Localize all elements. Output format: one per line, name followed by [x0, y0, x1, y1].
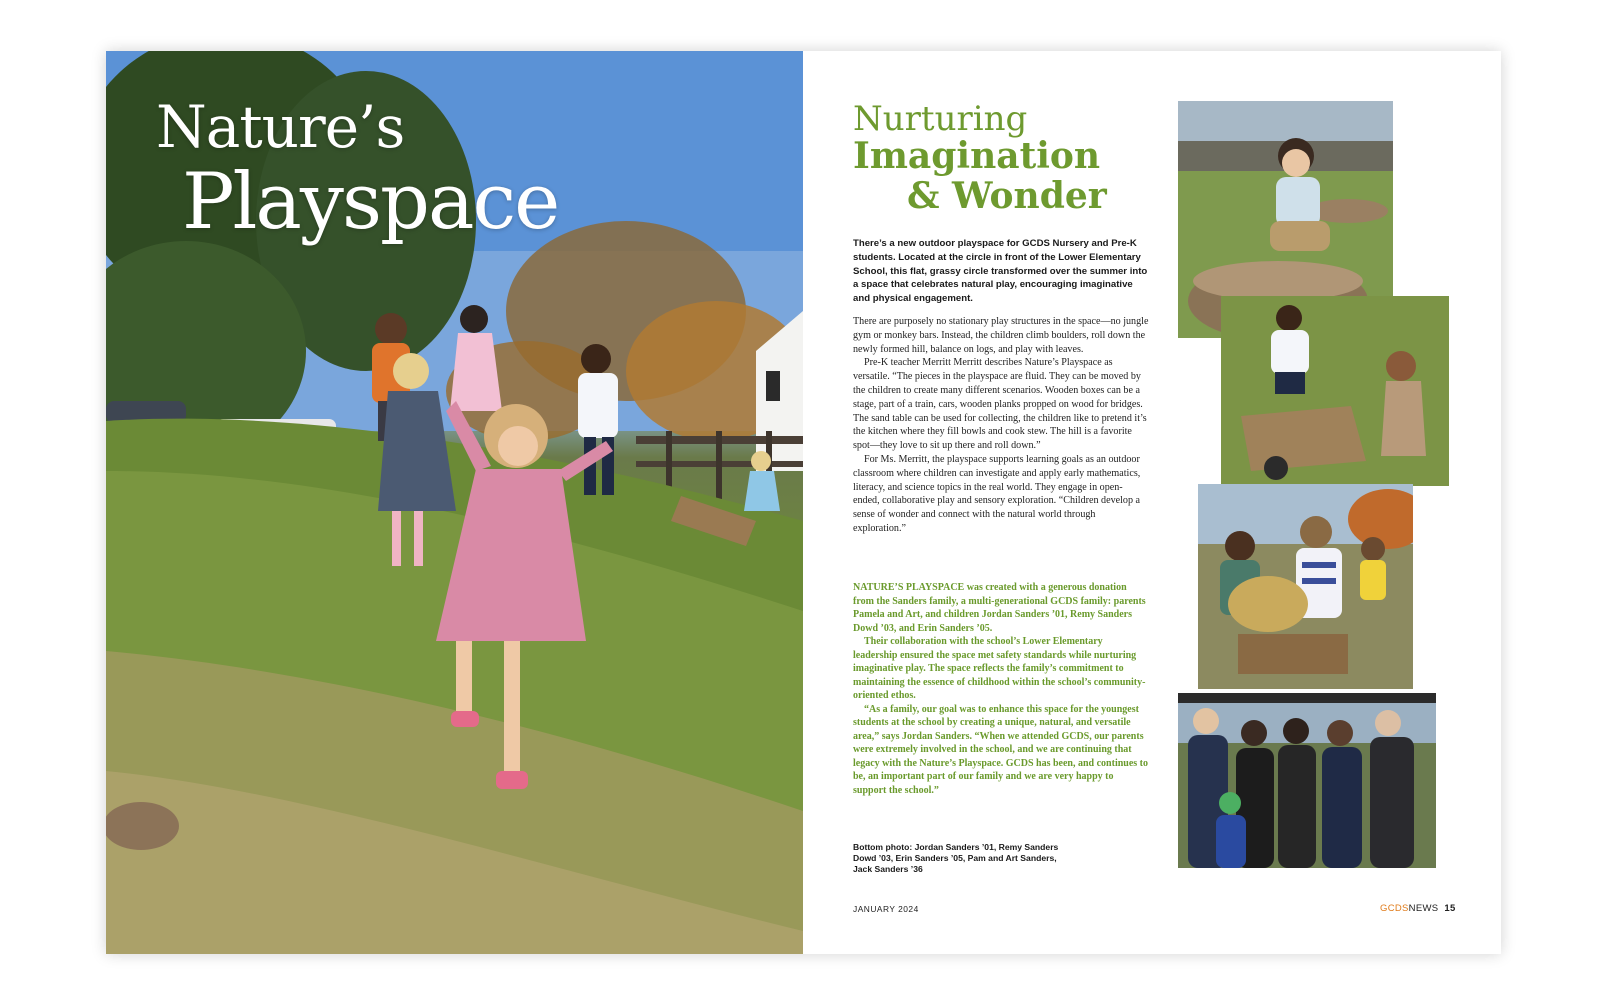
- photo-children-hay-box: [1198, 484, 1413, 689]
- photo-caption: Bottom photo: Jordan Sanders ’01, Remy Sanders Dowd ’03, Erin Sanders ’05, Pam and Art Sanders, Jack Sanders ’36: [853, 842, 1059, 874]
- body-paragraph-1: There are purposely no stationary play structures in the space—no jungle gym or monkey bars. Instead, the children climb boulders, roll down the newly formed hill, balance on logs, and play with leaves.: [853, 316, 1149, 355]
- footer-brand-news: NEWS: [1408, 903, 1439, 914]
- photo-children-wheelbarrow: [1221, 296, 1449, 486]
- left-page-hero-photo: [106, 51, 803, 954]
- hero-title-line2: Playspace: [182, 157, 559, 247]
- donation-paragraph-3: “As a family, our goal was to enhance this space for the youngest students at the school by creating a unique, natural, and versatile area,” says Jordan Sanders. “When we attended GCDS, our parents were extremely involved in the school, and we are continuing that legacy with the Nature’s Playspace. GCDS has been, and continues to be, an important part of our family and we are very happy to support the school.”: [853, 703, 1149, 796]
- magazine-spread: [106, 51, 1501, 954]
- article-heading-line1: Nurturing: [853, 99, 1028, 139]
- body-paragraph-2: Pre-K teacher Merritt Merritt describes Nature’s Playspace as versatile. “The pieces in the playspace are fluid. They can be moved by the children to create many different scenarios. Wooden boxes can be a stage, part of a train, cars, wooden planks propped on wood for bridges. The sand table can be used for collecting, the children like to pretend it’s the kitchen where they fill bowls and cook stew. The hill is a favorite spot—they love to sit up there and roll down.”: [853, 357, 1147, 452]
- hero-title-line1: Nature’s: [156, 93, 405, 161]
- article-intro: There’s a new outdoor playspace for GCDS Nursery and Pre-K students. Located at the circle in front of the Lower Elementary School, this flat, grassy circle transformed over the summer into a space that celebrates natural play, encouraging imaginative and physical engagement.: [853, 238, 1148, 305]
- body-paragraph-3: For Ms. Merritt, the playspace supports learning goals as an outdoor classroom where children can investigate and apply early mathematics, literacy, and science topics in the real world. They engage in open-ended, collaborative play and sensory exploration. “Children develop a sense of wonder and connect with the natural world through exploration.”: [853, 453, 1141, 534]
- article-heading-line2: Imagination: [853, 135, 1101, 177]
- footer-date: JANUARY 2024: [853, 904, 919, 914]
- donation-paragraph-2: Their collaboration with the school’s Lower Elementary leadership ensured the space met safety standards while nurturing imaginative play. The space reflects the family’s commitment to maintaining the essence of childhood within the school’s community-oriented ethos.: [853, 636, 1146, 701]
- donation-paragraph-1: NATURE’S PLAYSPACE was created with a generous donation from the Sanders family, a multi-generational GCDS family: parents Pamela and Art, and children Jordan Sanders ’01, Remy Sanders Dowd ’03, and Erin Sanders ’05.: [853, 582, 1146, 634]
- photo-sanders-family: [1178, 693, 1436, 868]
- footer-brand: [1380, 903, 1456, 914]
- article-heading-line3: & Wonder: [907, 175, 1107, 217]
- page-number: 15: [1444, 903, 1456, 914]
- right-page-article: [803, 51, 1501, 954]
- article-body: [853, 315, 1149, 536]
- footer-brand-gcds: GCDS: [1380, 903, 1409, 914]
- sidebar-donation-text: [853, 581, 1149, 797]
